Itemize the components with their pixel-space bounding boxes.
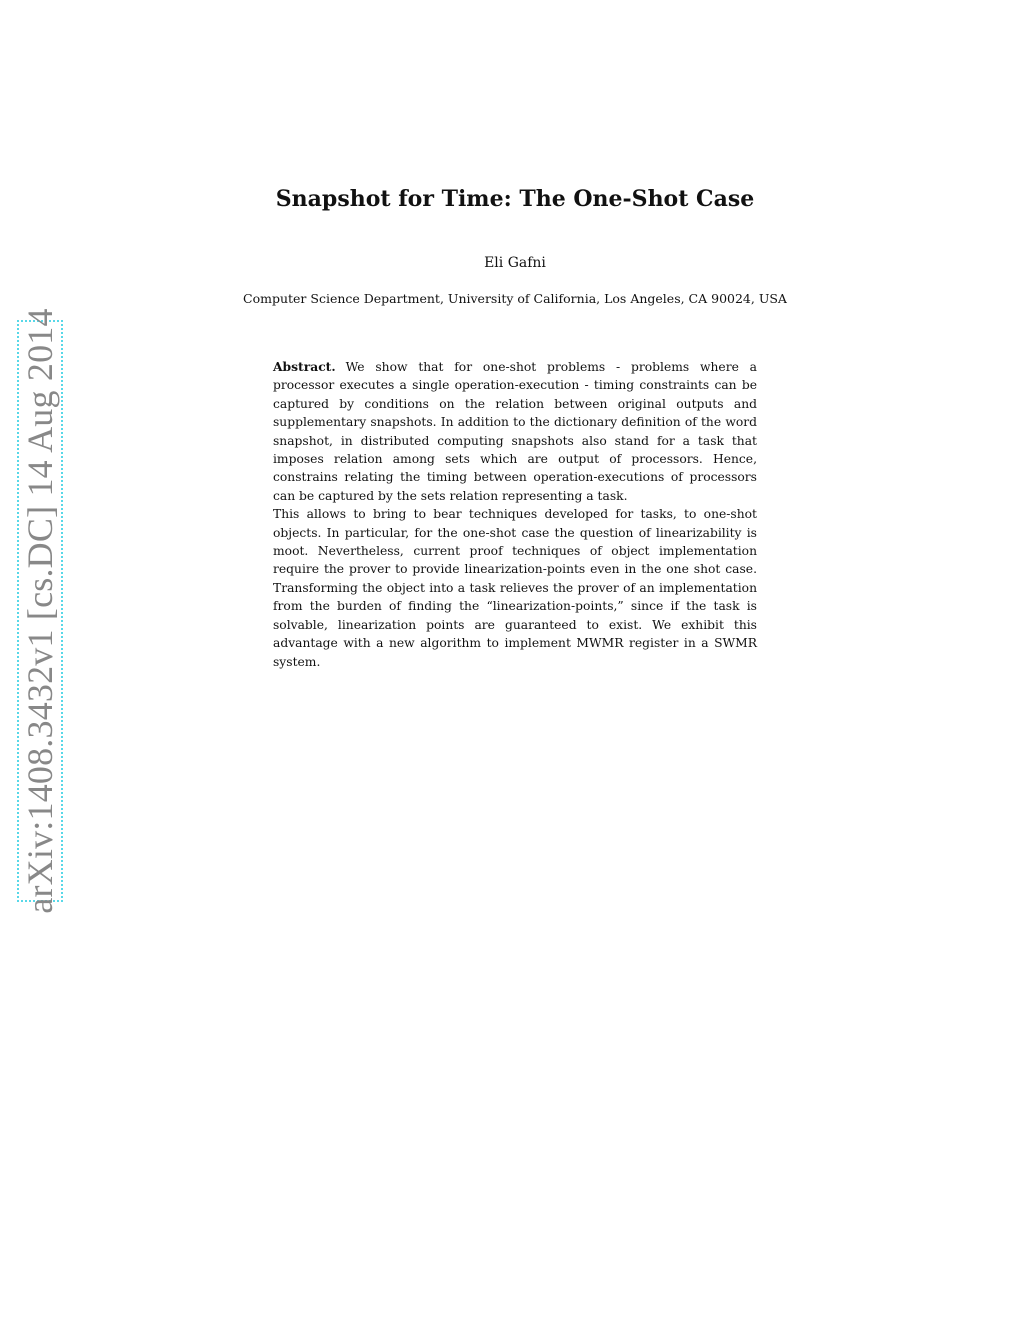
- abstract-paragraph-1: [273, 358, 757, 505]
- author-name: Eli Gafni: [484, 255, 546, 271]
- abstract-paragraph-1-text: We show that for one-shot problems - problems where a processor executes a single operation-execution - timing constraints can be captured by conditions on the relation between original outputs and supplementary snapshots. In addition to the dictionary definition of the word snapshot, in distributed computing snapshots also stand for a task that imposes relation among sets which are output of processors. Hence, constrains relating the timing between operation-executions of processors can be captured by the sets relation representing a task.: [273, 360, 757, 503]
- paper-title: Snapshot for Time: The One-Shot Case: [275, 186, 755, 212]
- arxiv-identifier-text: arXiv:1408.3432v1 [cs.DC] 14 Aug 2014: [20, 308, 60, 914]
- abstract-paragraph-2: This allows to bring to bear techniques developed for tasks, to one-shot objects. In particular, for the one-shot case the question of linearizability is moot. Nevertheless, current proof techniques of object implementation require the prover to provide linearization-points even in the one shot case. Transforming the object into a task relieves the prover of an implementation from the burden of finding the “linearization-points,” since if the task is solvable, linearization points are guaranteed to exist. We exhibit this advantage with a new algorithm to implement MWMR register in a SWMR system.: [273, 507, 757, 669]
- abstract-section: [273, 358, 757, 671]
- abstract-label: Abstract.: [273, 359, 336, 374]
- author-affiliation: Computer Science Department, University of California, Los Angeles, CA 90024, USA: [243, 291, 787, 306]
- arxiv-identifier-stamp: [17, 308, 63, 914]
